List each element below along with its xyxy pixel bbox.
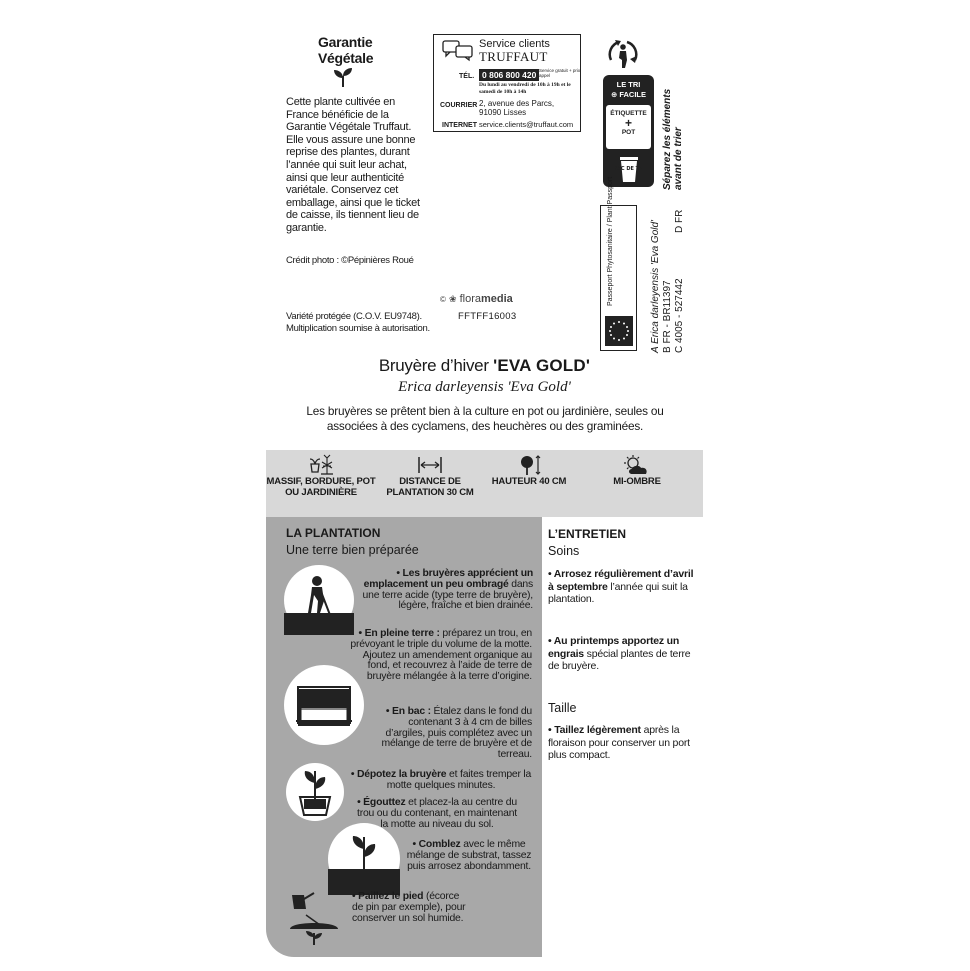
sorting-element-label: ÉTIQUETTE (610, 110, 647, 117)
gardener-digging-illustration (284, 565, 354, 635)
recycle-person-icon (605, 36, 641, 72)
mail-address: 2, avenue des Parcs, 91090 Lisses (479, 99, 555, 117)
planting-illustration (328, 823, 400, 895)
passport-box (600, 176, 637, 351)
pot-planter-icon (307, 454, 335, 476)
plantation-step-ground: • En pleine terre : préparez un trou, en prévoyant le triple du volume de la motte. Ajoutez un amendement organique au fond, et recouvrez à l’aide de terre de bruyère mélangée à la terre d’origine. (350, 628, 532, 683)
common-name: Bruyère d’hiver (378, 356, 494, 375)
web-email[interactable]: service.clients@truffaut.com (479, 120, 574, 129)
web-label: INTERNET (442, 122, 477, 129)
care-watering: • Arrosez régulièrement d’avril à septembre l’année qui suit la plantation. (548, 568, 694, 606)
tree-height-icon (515, 454, 543, 476)
feature-label: MASSIF, BORDURE, POT OU JARDINIÈRE (266, 476, 376, 498)
pruning-tip: • Taillez légèrement après la floraison pour conserver un port plus compact. (548, 724, 690, 762)
service-label: Service clients (479, 38, 550, 50)
feature-height (474, 450, 584, 488)
floramedia-media: media (480, 293, 513, 305)
plantation-step-drain: • Égouttez et placez-la au centre du trou ou du contenant, en maintenant la motte au niveau du sol. (357, 797, 517, 830)
unpotting-illustration (286, 763, 344, 821)
protected-variety-note: Variété protégée (C.O.V. EU9748). Multiplication soumise à autorisation. (286, 311, 430, 334)
feature-usage (266, 450, 376, 498)
floramedia-logo (440, 293, 513, 305)
plantation-step-mulch: • Paillez le pied (écorce de pin par exemple), pour conserver un sol humide. (352, 891, 466, 924)
plantation-step-container: • En bac : Étalez dans le fond du contenant 3 à 4 cm de billes d’argiles, puis complétez avec un mélange de terre de bruyère et de terreau. (381, 706, 532, 761)
page-title (266, 356, 703, 376)
passport-line-a: A Erica darleyensis 'Eva Gold' (650, 220, 661, 353)
feature-label: DISTANCE DE PLANTATION 30 CM (386, 476, 474, 498)
watering-illustration (284, 889, 344, 949)
recycling-bin-icon (613, 155, 645, 183)
customer-service-box (433, 34, 581, 132)
feature-spacing (375, 450, 485, 498)
features-band (266, 450, 703, 517)
sorting-title: LE TRI (616, 80, 641, 89)
intro-text: Les bruyères se prêtent bien à la culture en pot ou jardinière, seules ou associées à des cyclamens, des heuchères ou des graminées. (306, 404, 664, 433)
variety-name: 'EVA GOLD' (493, 356, 591, 375)
passport-line-b: B FR - BR11397 (662, 280, 673, 353)
plantation-title: LA PLANTATION (286, 526, 381, 540)
guarantee-text: Cette plante cultivée en France bénéficie de la Garantie Végétale Truffaut. Elle vous assure une bonne reprise des plantes, durant l’année qui suit leur achat, ainsi que leur authenticité variétale. Conservez cet emballage, ainsi que le ticket de caisse, ils tiennent lieu de garantie. (286, 96, 420, 234)
care-subtitle: Soins (548, 544, 580, 558)
plus-circle-icon: ⊕ (610, 90, 620, 99)
chat-bubbles-icon (442, 40, 474, 60)
copyright-mark: © (440, 295, 446, 304)
gardener-icon (284, 565, 354, 635)
plantation-step-location: • Les bruyères apprécient un emplacement un peu ombragé dans une terre acide (type terre de bruyère), légère, fraîche et bien drainée. (362, 568, 533, 612)
plantation-step-fill: • Comblez avec le même mélange de substrat, tassez puis arrosez abondamment. (406, 839, 532, 872)
passport-line-c: C 4005 - 527442 (674, 278, 685, 353)
watering-can-icon (284, 889, 344, 949)
service-hours: Du lundi au vendredi de 10h à 19h et le samedi de 10h à 14h (479, 82, 571, 95)
care-fertilizer: • Au printemps apportez un engrais spécial plantes de terre de bruyère. (548, 635, 691, 673)
flower-logo-icon: ❀ (448, 294, 457, 304)
sprout-icon (332, 66, 354, 88)
feature-label: MI-OMBRE (613, 476, 661, 487)
partial-shade-icon (623, 454, 651, 476)
passport-line-d: D FR (674, 209, 685, 233)
seedling-in-ground-icon (328, 823, 400, 895)
sorting-element-pot: POT (621, 129, 636, 136)
plant-passport (600, 176, 690, 353)
tel-label: TÉL. (459, 73, 475, 80)
sorting-side-note-text: Séparez les éléments avant de trier (662, 88, 684, 190)
sorting-side-note (662, 80, 684, 190)
passport-label: Passeport Phytosanitaire / Plant Passport (607, 176, 614, 306)
mail-label: COURRIER (440, 102, 478, 109)
spacing-icon (416, 454, 444, 476)
feature-label: HAUTEUR 40 CM (491, 476, 567, 487)
sorting-elements (606, 105, 651, 149)
bin-label: BAC DE TRI (613, 166, 645, 172)
plantation-panel (266, 517, 542, 957)
plantation-step-unpot: • Dépotez la bruyère et faites tremper la motte quelques minutes. (350, 769, 532, 791)
potted-seedling-icon (286, 763, 344, 821)
photo-credit: Crédit photo : ©Pépinières Roué (286, 255, 414, 266)
sorting-facile-text: FACILE (619, 90, 647, 99)
floramedia-flora: flora (459, 293, 481, 305)
pruning-subtitle: Taille (548, 701, 577, 715)
eu-flag-icon (605, 316, 633, 346)
maintenance-title: L’ENTRETIEN (548, 527, 627, 541)
latin-name: Erica darleyensis 'Eva Gold' (398, 379, 571, 395)
tel-number[interactable]: 0 806 800 420 (479, 69, 539, 81)
sorting-label (603, 75, 654, 187)
sorting-plus: + (624, 116, 632, 130)
plantation-subtitle: Une terre bien préparée (286, 543, 419, 557)
service-brand: TRUFFAUT (479, 49, 548, 64)
feature-exposure (582, 450, 692, 488)
guarantee-title: Garantie Végétale (318, 34, 374, 66)
tel-note: Service gratuit + prix appel (539, 68, 581, 78)
sorting-facile (603, 90, 654, 99)
reference-code: FFTFF16003 (458, 311, 517, 322)
